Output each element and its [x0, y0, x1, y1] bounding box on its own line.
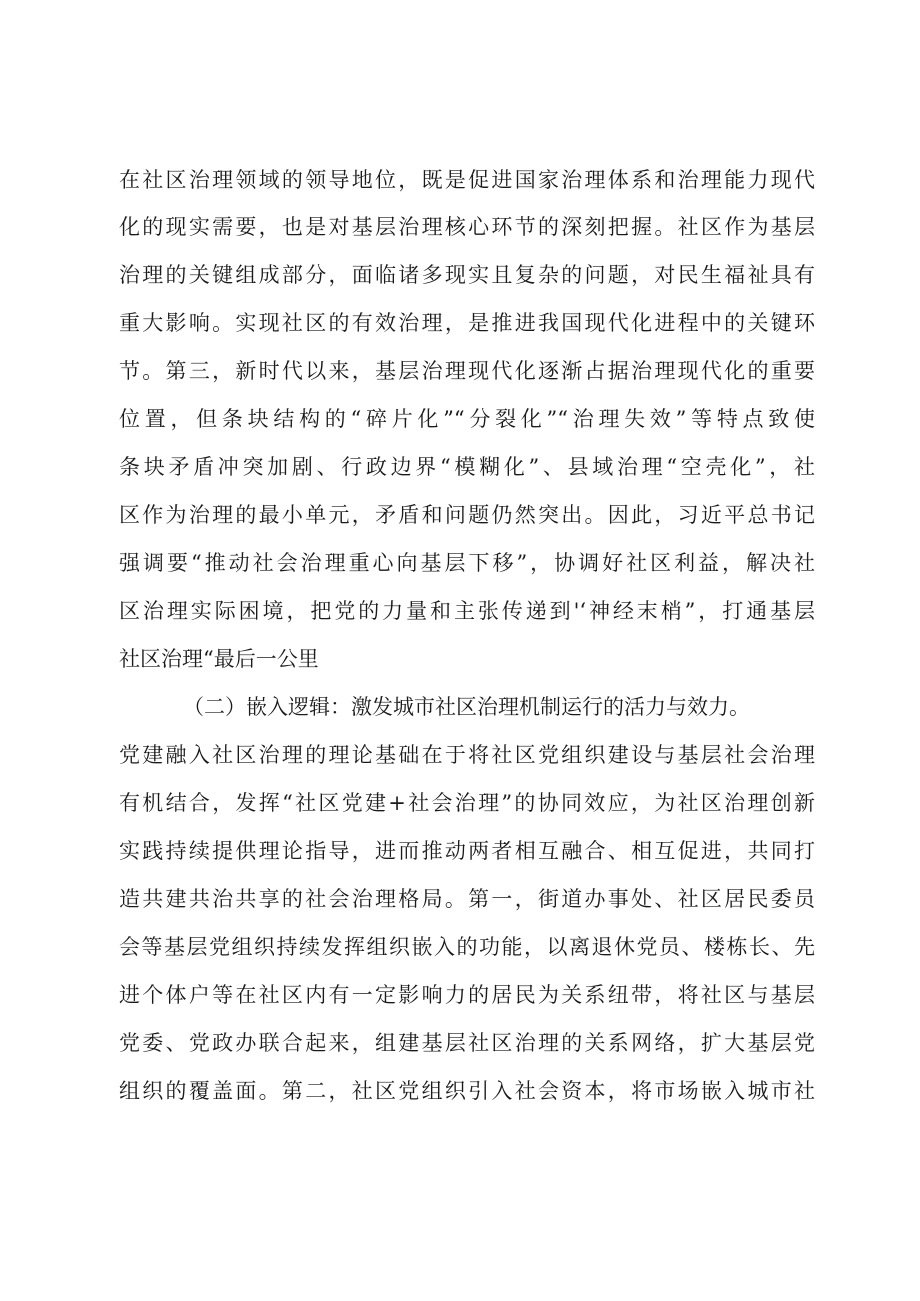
paragraph1-line: 区治理实际困境，把党的力量和主张传递到'‘神经末梢”，打通基层	[119, 599, 815, 623]
paragraph2-line: 党委、党政办联合起来，组建基层社区治理的关系网络，扩大基层党	[119, 1031, 815, 1055]
paragraph1-line: 节。第三，新时代以来，基层治理现代化逐渐占据治理现代化的重要	[119, 359, 815, 383]
paragraph1-line: 条块矛盾冲突加剧、行政边界“模糊化”、县域治理“空壳化”，社	[119, 455, 815, 479]
paragraph1-line: 社区治理“最后一公里	[119, 647, 319, 671]
paragraph2-line: 造共建共治共享的社会治理格局。第一，街道办事处、社区居民委员	[119, 887, 815, 911]
paragraph2-line: 有机结合，发挥“社区党建+社会治理”的协同效应，为社区治理创新	[119, 791, 815, 815]
paragraph2-line: 进个体户等在社区内有一定影响力的居民为关系纽带，将社区与基层	[119, 983, 815, 1007]
paragraph1-line: 治理的关键组成部分，面临诸多现实且复杂的问题，对民生福祉具有	[119, 263, 815, 287]
paragraph2-line: 党建融入社区治理的理论基础在于将社区党组织建设与基层社会治理	[119, 743, 815, 767]
paragraph2-line: 组织的覆盖面。第二，社区党组织引入社会资本，将市场嵌入城市社	[119, 1079, 815, 1103]
section-heading: （二）嵌入逻辑：激发城市社区治理机制运行的活力与效力。	[183, 695, 750, 719]
paragraph1-line: 在社区治理领域的领导地位，既是促进国家治理体系和治理能力现代	[119, 168, 815, 192]
paragraph1-line: 强调要“推动社会治理重心向基层下移”，协调好社区利益，解决社	[119, 551, 815, 575]
paragraph1-line: 位置，但条块结构的“碎片化”“分裂化”“治理失效”等特点致使	[119, 407, 815, 431]
paragraph2-line: 会等基层党组织持续发挥组织嵌入的功能，以离退休党员、楼栋长、先	[119, 935, 815, 959]
paragraph1-line: 重大影响。实现社区的有效治理，是推进我国现代化进程中的关键环	[119, 311, 815, 335]
paragraph1-line: 化的现实需要，也是对基层治理核心环节的深刻把握。社区作为基层	[119, 215, 815, 239]
paragraph2-line: 实践持续提供理论指导，进而推动两者相互融合、相互促进，共同打	[119, 839, 815, 863]
paragraph1-line: 区作为治理的最小单元，矛盾和问题仍然突出。因此，习近平总书记	[119, 503, 815, 527]
